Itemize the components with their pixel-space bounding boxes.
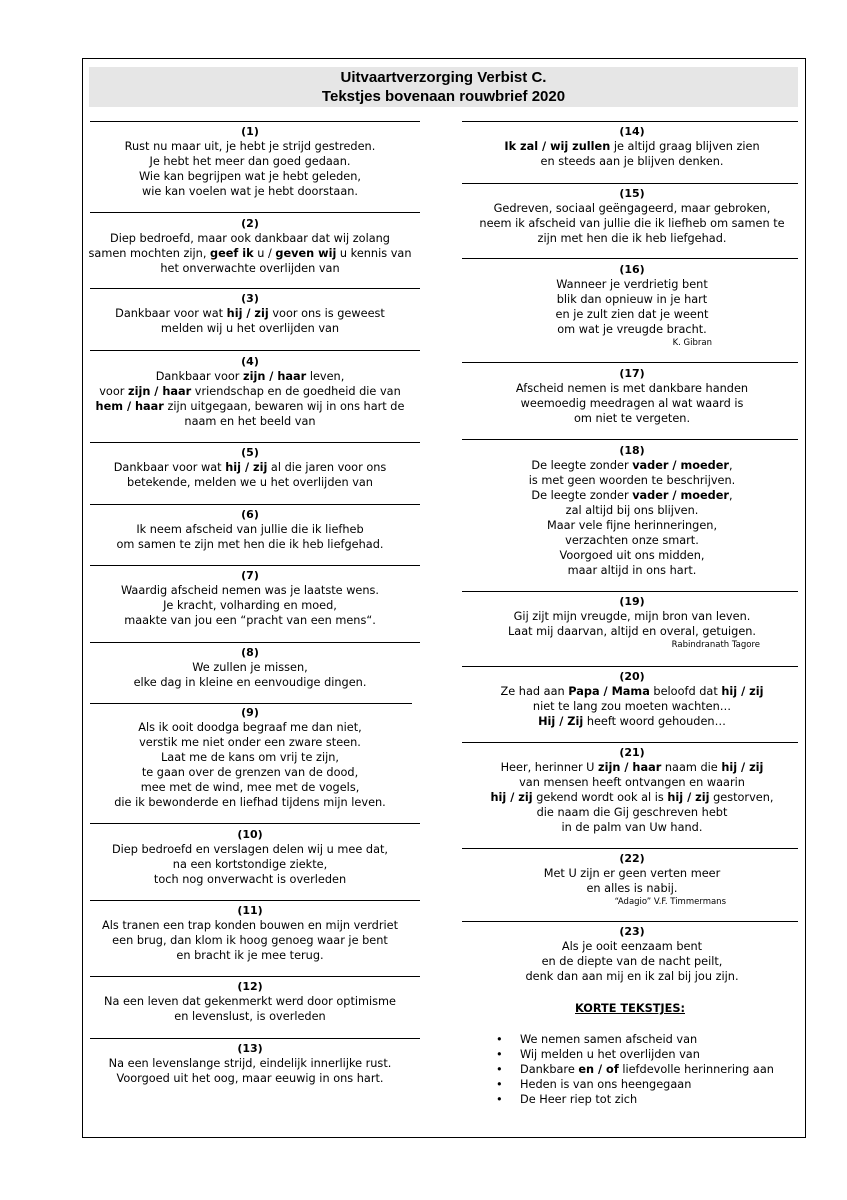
- text-run: Met U zijn er geen verten meer: [543, 867, 721, 880]
- placeholder-option: Papa / Mama: [568, 685, 650, 698]
- text-number: (23): [619, 925, 645, 938]
- text-line: [432, 411, 832, 426]
- text-run: een brug, dan klom ik hoog genoeg waar je bent: [112, 934, 388, 947]
- text-number: (8): [241, 646, 259, 659]
- text-line: [50, 948, 450, 963]
- text-line: [432, 563, 832, 578]
- text-number: (2): [241, 217, 259, 230]
- text-number: (3): [241, 292, 259, 305]
- text-run: Ze had aan: [500, 685, 569, 698]
- text-number: (15): [619, 187, 645, 200]
- text-run: van mensen heeft ontvangen en waarin: [519, 776, 745, 789]
- text-line: [50, 154, 450, 169]
- bullet-icon: •: [496, 1033, 503, 1046]
- text-line: [50, 399, 450, 414]
- separator-line: [462, 121, 798, 122]
- text-line: [50, 613, 450, 628]
- text-line: [50, 537, 450, 552]
- separator-line: [90, 504, 420, 505]
- text-line: [50, 994, 450, 1009]
- text-run: je altijd graag blijven zien: [610, 140, 760, 153]
- text-run: melden wij u het overlijden van: [160, 322, 340, 335]
- separator-line: [90, 900, 420, 901]
- author-credit: “Adagio” V.F. Timmermans: [614, 897, 726, 907]
- text-line: [432, 699, 832, 714]
- placeholder-option: hij / zij: [667, 791, 710, 804]
- text-run: voor: [99, 385, 128, 398]
- text-run: Voorgoed uit het oog, maar eeuwig in ons hart.: [116, 1072, 384, 1085]
- text-block: [50, 292, 450, 336]
- text-line: [50, 918, 450, 933]
- text-run: heeft woord gehouden…: [583, 715, 726, 728]
- text-run: ,: [729, 489, 733, 502]
- placeholder-option: hij / zij: [721, 761, 764, 774]
- text-run: denk dan aan mij en ik zal bij jou zijn.: [525, 970, 739, 983]
- text-run: Rust nu maar uit, je hebt je strijd gestreden.: [124, 140, 376, 153]
- short-text-item: [496, 1032, 774, 1047]
- text-line: [50, 414, 450, 429]
- text-line: [50, 872, 450, 887]
- text-block: [50, 646, 450, 690]
- text-run: en je zult zien dat je weent: [555, 308, 709, 321]
- text-run: te gaan over de grenzen van de dood,: [141, 766, 359, 779]
- text-block: [432, 746, 832, 835]
- text-line: [432, 969, 832, 984]
- text-run: liefdevolle herinnering aan: [618, 1063, 774, 1076]
- text-run: blik dan opnieuw in je hart: [556, 293, 708, 306]
- text-block: [432, 444, 832, 578]
- short-texts-list: [496, 1032, 774, 1107]
- text-line: [432, 518, 832, 533]
- text-run: Waardig afscheid nemen was je laatste wens.: [120, 584, 380, 597]
- text-line: [432, 458, 832, 473]
- text-run: al die jaren voor ons: [267, 461, 387, 474]
- text-line: [50, 169, 450, 184]
- text-line: [432, 473, 832, 488]
- text-line: [50, 321, 450, 336]
- text-number: (5): [241, 446, 259, 459]
- placeholder-option: vader / moeder: [632, 459, 729, 472]
- text-line: [50, 857, 450, 872]
- placeholder-option: hij / zij: [721, 685, 764, 698]
- text-line: [432, 760, 832, 775]
- text-number: (13): [237, 1042, 263, 1055]
- author-credit: Rabindranath Tagore: [671, 640, 760, 650]
- text-line: [50, 735, 450, 750]
- separator-line: [90, 350, 420, 351]
- text-line: [50, 261, 450, 276]
- text-run: Heer, herinner U: [500, 761, 599, 774]
- text-run: De leegte zonder: [531, 489, 633, 502]
- text-block: [50, 706, 450, 810]
- text-line: [50, 384, 450, 399]
- text-line: [432, 954, 832, 969]
- text-line: [432, 381, 832, 396]
- placeholder-option: geef ik: [210, 247, 254, 260]
- text-number: (19): [619, 595, 645, 608]
- text-run: toch nog onverwacht is overleden: [153, 873, 347, 886]
- text-run: en steeds aan je blijven denken.: [540, 155, 724, 168]
- text-line: [432, 277, 832, 292]
- text-run: Gedreven, sociaal geëngageerd, maar gebroken,: [493, 202, 771, 215]
- text-run: vriendschap en de goedheid die van: [191, 385, 401, 398]
- text-number: (18): [619, 444, 645, 457]
- text-number: (1): [241, 125, 259, 138]
- text-line: [432, 805, 832, 820]
- text-block: [432, 852, 832, 908]
- text-line: [50, 765, 450, 780]
- text-number: (12): [237, 980, 263, 993]
- text-line: [432, 624, 832, 639]
- text-run: naam die: [661, 761, 722, 774]
- text-line: [50, 139, 450, 154]
- text-line: [432, 684, 832, 699]
- text-run: mee met de wind, mee met de vogels,: [140, 781, 360, 794]
- text-line: [50, 460, 450, 475]
- text-line: [50, 842, 450, 857]
- text-line: [50, 475, 450, 490]
- separator-line: [462, 258, 798, 259]
- text-block: [432, 125, 832, 169]
- text-run: Diep bedroefd en verslagen delen wij u mee dat,: [111, 843, 389, 856]
- text-run: Heden is van ons heengegaan: [520, 1078, 692, 1091]
- text-number: (20): [619, 670, 645, 683]
- text-line: [50, 795, 450, 810]
- text-block: [50, 1042, 450, 1086]
- text-run: We nemen samen afscheid van: [520, 1033, 698, 1046]
- text-block: [50, 828, 450, 887]
- text-line: [432, 866, 832, 881]
- separator-line: [90, 823, 420, 824]
- text-number: (22): [619, 852, 645, 865]
- text-run: verstik me niet onder een zware steen.: [139, 736, 361, 749]
- placeholder-option: Ik zal / wij zullen: [504, 140, 611, 153]
- text-block: [432, 925, 832, 984]
- separator-line: [462, 591, 798, 592]
- text-line: [432, 503, 832, 518]
- separator-line: [462, 921, 798, 922]
- separator-line: [90, 565, 420, 566]
- text-run: niet te lang zou moeten wachten…: [532, 700, 732, 713]
- text-run: Afscheid nemen is met dankbare handen: [515, 382, 749, 395]
- text-run: en levenslust, is overleden: [174, 1010, 326, 1023]
- text-line: [50, 522, 450, 537]
- text-run: Gij zijt mijn vreugde, mijn bron van leven.: [513, 610, 751, 623]
- separator-line: [462, 666, 798, 667]
- text-block: [432, 367, 832, 426]
- document-header: [89, 67, 798, 107]
- text-number: (7): [241, 569, 259, 582]
- text-run: het onverwachte overlijden van: [160, 262, 340, 275]
- text-line: [432, 216, 832, 231]
- text-run: Laat me de kans om vrij te zijn,: [161, 751, 339, 764]
- text-line: [432, 609, 832, 624]
- text-block: [50, 446, 450, 490]
- placeholder-option: hij / zij: [490, 791, 533, 804]
- text-line: [432, 322, 832, 337]
- separator-line: [90, 642, 420, 643]
- text-number: (6): [241, 508, 259, 521]
- text-line: [50, 184, 450, 199]
- text-line: [50, 1071, 450, 1086]
- document-title: Tekstjes bovenaan rouwbrief 2020: [321, 88, 566, 105]
- text-run: Dankbaar voor wat: [115, 307, 227, 320]
- placeholder-option: hij / zij: [225, 461, 268, 474]
- text-run: Als je ooit eenzaam bent: [561, 940, 703, 953]
- text-line: [50, 231, 450, 246]
- text-run: Je hebt het meer dan goed gedaan.: [149, 155, 351, 168]
- text-line: [432, 820, 832, 835]
- text-line: [432, 396, 832, 411]
- text-line: [50, 1009, 450, 1024]
- placeholder-option: zijn / haar: [243, 370, 307, 383]
- text-run: na een kortstondige ziekte,: [172, 858, 328, 871]
- text-block: [50, 125, 450, 199]
- placeholder-option: hij / zij: [226, 307, 269, 320]
- text-run: u kennis van: [336, 247, 412, 260]
- text-run: en alles is nabij.: [586, 882, 678, 895]
- text-number: (21): [619, 746, 645, 759]
- separator-line: [90, 976, 420, 977]
- text-line: [50, 598, 450, 613]
- placeholder-option: geven wij: [275, 247, 337, 260]
- text-block: [50, 904, 450, 963]
- text-run: en de diepte van de nacht peilt,: [541, 955, 723, 968]
- text-run: maakte van jou een “pracht van een mens“.: [124, 614, 376, 627]
- text-run: u /: [253, 247, 276, 260]
- text-line: [432, 714, 832, 729]
- text-run: Ik neem afscheid van jullie die ik liefheb: [136, 523, 364, 536]
- text-block: [50, 355, 450, 429]
- text-run: gestorven,: [709, 791, 774, 804]
- text-block: [50, 217, 450, 276]
- text-run: Dankbare: [520, 1063, 579, 1076]
- text-run: verzachten onze smart.: [565, 534, 699, 547]
- text-run: Dankbaar voor wat: [113, 461, 226, 474]
- text-run: om samen te zijn met hen die ik heb liefgehad.: [116, 538, 384, 551]
- text-line: [432, 548, 832, 563]
- separator-line: [462, 183, 798, 184]
- text-run: zijn uitgegaan, bewaren wij in ons hart de: [163, 400, 405, 413]
- text-block: [432, 263, 832, 349]
- bullet-icon: •: [496, 1048, 503, 1061]
- text-block: [432, 670, 832, 729]
- separator-line: [462, 848, 798, 849]
- short-texts-heading: KORTE TEKSTJES:: [575, 1002, 685, 1015]
- text-line: [50, 1056, 450, 1071]
- short-text-item: [496, 1047, 774, 1062]
- text-run: samen mochten zijn,: [88, 247, 210, 260]
- text-run: ,: [729, 459, 733, 472]
- text-run: De leegte zonder: [531, 459, 633, 472]
- company-name: Uitvaartverzorging Verbist C.: [340, 69, 547, 86]
- text-line: [50, 246, 450, 261]
- text-block: [50, 980, 450, 1024]
- text-run: zijn met hen die ik heb liefgehad.: [537, 232, 727, 245]
- placeholder-option: zijn / haar: [128, 385, 192, 398]
- text-run: die ik bewonderde en liefhad tijdens mijn leven.: [114, 796, 386, 809]
- text-run: beloofd dat: [649, 685, 722, 698]
- text-run: zal altijd bij ons blijven.: [565, 504, 699, 517]
- bullet-icon: •: [496, 1063, 503, 1076]
- text-run: Wanneer je verdrietig bent: [556, 278, 708, 291]
- text-run: wie kan voelen wat je hebt doorstaan.: [141, 185, 359, 198]
- text-run: gekend wordt ook al is: [532, 791, 668, 804]
- text-run: neem ik afscheid van jullie die ik liefheb om samen te: [479, 217, 785, 230]
- text-run: maar altijd in ons hart.: [567, 564, 697, 577]
- text-number: (4): [241, 355, 259, 368]
- text-run: naam en het beeld van: [184, 415, 316, 428]
- text-line: [432, 307, 832, 322]
- text-line: [50, 660, 450, 675]
- text-line: [50, 933, 450, 948]
- text-run: Wie kan begrijpen wat je hebt geleden,: [139, 170, 361, 183]
- text-line: [50, 780, 450, 795]
- separator-line: [90, 212, 420, 213]
- text-block: [432, 595, 832, 651]
- placeholder-option: zijn / haar: [598, 761, 662, 774]
- text-run: en bracht ik je mee terug.: [176, 949, 324, 962]
- text-line: [432, 790, 832, 805]
- text-number: (10): [237, 828, 263, 841]
- text-run: Laat mij daarvan, altijd en overal, getuigen.: [507, 625, 757, 638]
- short-text-item: [496, 1092, 774, 1107]
- text-line: [432, 231, 832, 246]
- text-block: [50, 569, 450, 628]
- text-run: Wij melden u het overlijden van: [520, 1048, 700, 1061]
- text-line: [432, 201, 832, 216]
- separator-line: [90, 1038, 420, 1039]
- text-line: [432, 939, 832, 954]
- bullet-icon: •: [496, 1078, 503, 1091]
- text-line: [50, 369, 450, 384]
- text-line: [50, 306, 450, 321]
- text-run: betekende, melden we u het overlijden van: [127, 476, 373, 489]
- text-run: Dankbaar voor: [155, 370, 244, 383]
- text-run: Als tranen een trap konden bouwen en mijn verdriet: [101, 919, 399, 932]
- text-line: [50, 750, 450, 765]
- text-run: die naam die Gij geschreven hebt: [536, 806, 728, 819]
- text-line: [432, 775, 832, 790]
- placeholder-option: vader / moeder: [632, 489, 729, 502]
- text-run: Diep bedroefd, maar ook dankbaar dat wij zolang: [110, 232, 390, 245]
- text-run: voor ons is geweest: [268, 307, 385, 320]
- text-run: in de palm van Uw hand.: [561, 821, 703, 834]
- separator-line: [462, 439, 798, 440]
- text-run: Na een leven dat gekenmerkt werd door optimisme: [104, 995, 396, 1008]
- text-line: [432, 488, 832, 503]
- text-number: (16): [619, 263, 645, 276]
- text-block: [432, 187, 832, 246]
- text-line: [50, 583, 450, 598]
- text-run: Na een levenslange strijd, eindelijk innerlijke rust.: [108, 1057, 392, 1070]
- separator-line: [90, 288, 420, 289]
- separator-line: [90, 442, 420, 443]
- text-run: elke dag in kleine en eenvoudige dingen.: [133, 676, 367, 689]
- text-line: [432, 292, 832, 307]
- text-run: Als ik ooit doodga begraaf me dan niet,: [138, 721, 362, 734]
- text-run: Voorgoed uit ons midden,: [559, 549, 705, 562]
- separator-line: [462, 742, 798, 743]
- text-run: De Heer riep tot zich: [520, 1093, 638, 1106]
- placeholder-option: hem / haar: [95, 400, 164, 413]
- author-credit: K. Gibran: [672, 338, 712, 348]
- text-line: [432, 154, 832, 169]
- text-run: om niet te vergeten.: [573, 412, 691, 425]
- bullet-icon: •: [496, 1093, 503, 1106]
- text-number: (17): [619, 367, 645, 380]
- text-line: [432, 139, 832, 154]
- text-line: [432, 533, 832, 548]
- placeholder-option: en / of: [578, 1063, 619, 1076]
- text-number: (11): [237, 904, 263, 917]
- text-run: We zullen je missen,: [192, 661, 308, 674]
- placeholder-option: Hij / Zij: [538, 715, 584, 728]
- text-line: [432, 881, 832, 896]
- text-run: Maar vele fijne herinneringen,: [546, 519, 718, 532]
- text-run: om wat je vreugde bracht.: [557, 323, 707, 336]
- text-line: [50, 720, 450, 735]
- separator-line: [90, 121, 420, 122]
- short-text-item: [496, 1062, 774, 1077]
- text-run: weemoedig meedragen al wat waard is: [520, 397, 744, 410]
- text-block: [50, 508, 450, 552]
- separator-line: [90, 703, 412, 704]
- text-line: [50, 675, 450, 690]
- text-number: (9): [241, 706, 259, 719]
- text-run: is met geen woorden te beschrijven.: [528, 474, 736, 487]
- text-number: (14): [619, 125, 645, 138]
- text-run: leven,: [306, 370, 345, 383]
- separator-line: [462, 362, 798, 363]
- text-run: Je kracht, volharding en moed,: [163, 599, 337, 612]
- short-text-item: [496, 1077, 774, 1092]
